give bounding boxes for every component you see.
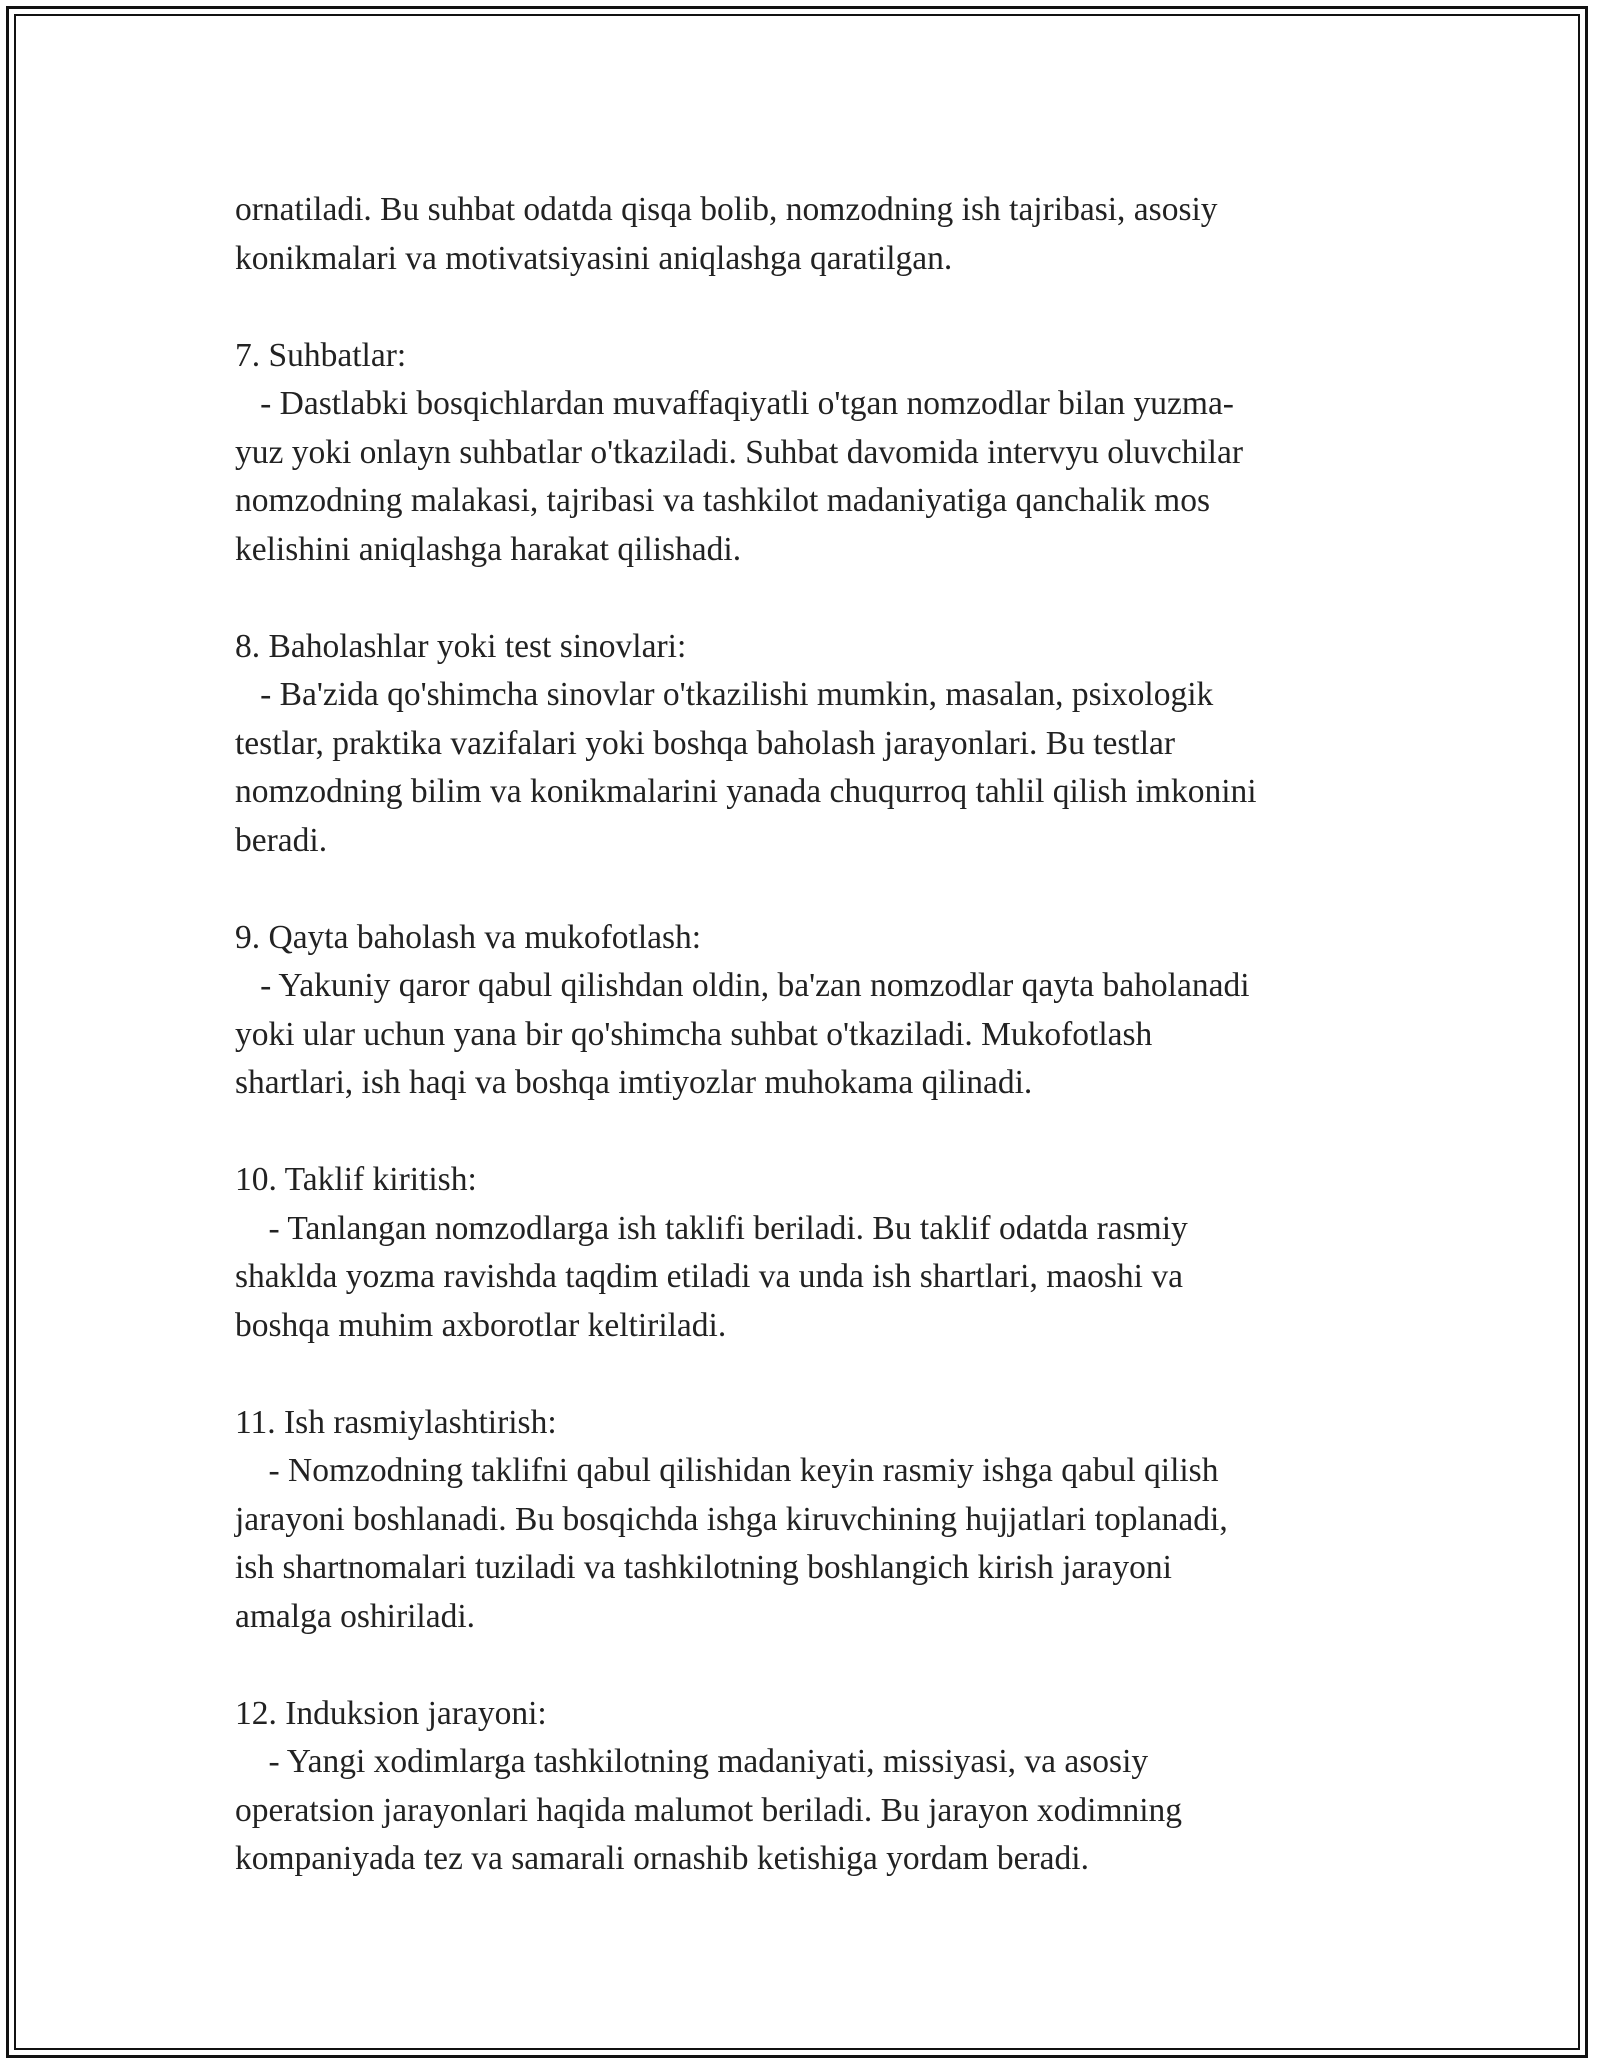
section-9 [235,914,1375,1108]
section-heading: 12. Induksion jarayoni: [235,1694,547,1732]
text-line: beradi. [235,821,328,859]
section-heading: 10. Taklif kiritish: [235,1161,477,1198]
section-8 [235,623,1375,866]
section-11 [235,1399,1375,1642]
text-line: ornatiladi. Bu suhbat odatda qisqa bolib, nomzodning ish tajribasi, asosiy [235,191,1218,228]
text-line: - Dastlabki bosqichlardan muvaffaqiyatli o'tgan nomzodlar bilan yuzma- [235,385,1234,422]
text-line: nomzodning bilim va konikmalarini yanada chuqurroq tahlil qilish imkonini [235,773,1257,810]
text-line: yuz yoki onlayn suhbatlar o'tkaziladi. Suhbat davomida intervyu oluvchilar [235,433,1244,471]
text-line: kompaniyada tez va samarali ornashib ketishiga yordam beradi. [235,1840,1089,1877]
text-line: - Yangi xodimlarga tashkilotning madaniyati, missiyasi, va asosiy [235,1743,1149,1780]
text-line: boshqa muhim axborotlar keltiriladi. [235,1306,727,1344]
text-line: - Yakuniy qaror qabul qilishdan oldin, ba'zan nomzodlar qayta baholanadi [235,967,1250,1004]
section-10 [235,1156,1375,1350]
intro-paragraph [235,186,1375,283]
section-heading: 7. Suhbatlar: [235,336,407,374]
text-line: konikmalari va motivatsiyasini aniqlashga qaratilgan. [235,239,953,277]
text-line: amalga oshiriladi. [235,1597,476,1635]
text-line: testlar, praktika vazifalari yoki boshqa baholash jarayonlari. Bu testlar [235,724,1176,762]
text-line: jarayoni boshlanadi. Bu bosqichda ishga kiruvchining hujjatlari toplanadi, [235,1500,1228,1538]
section-7 [235,332,1375,575]
text-line: shaklda yozma ravishda taqdim etiladi va unda ish shartlari, maoshi va [235,1258,1183,1295]
section-heading: 11. Ish rasmiylashtirish: [235,1403,557,1441]
text-line: nomzodning malakasi, tajribasi va tashkilot madaniyatiga qanchalik mos [235,482,1210,519]
text-line: shartlari, ish haqi va boshqa imtiyozlar muhokama qilinadi. [235,1064,1033,1101]
text-line: - Ba'zida qo'shimcha sinovlar o'tkazilishi mumkin, masalan, psixologik [235,676,1214,713]
text-line: ish shartnomalari tuziladi va tashkilotning boshlangich kirish jarayoni [235,1549,1172,1586]
section-heading: 9. Qayta baholash va mukofotlash: [235,918,702,956]
text-line: operatsion jarayonlari haqida malumot beriladi. Bu jarayon xodimning [235,1791,1183,1829]
text-line: yoki ular uchun yana bir qo'shimcha suhbat o'tkaziladi. Mukofotlash [235,1015,1153,1053]
section-heading: 8. Baholashlar yoki test sinovlari: [235,627,687,665]
text-line: kelishini aniqlashga harakat qilishadi. [235,530,742,568]
text-line: - Tanlangan nomzodlarga ish taklifi beriladi. Bu taklif odatda rasmiy [235,1209,1188,1247]
section-12 [235,1690,1375,1884]
text-line: - Nomzodning taklifni qabul qilishidan keyin rasmiy ishga qabul qilish [235,1452,1219,1489]
document-body [235,186,1375,1884]
